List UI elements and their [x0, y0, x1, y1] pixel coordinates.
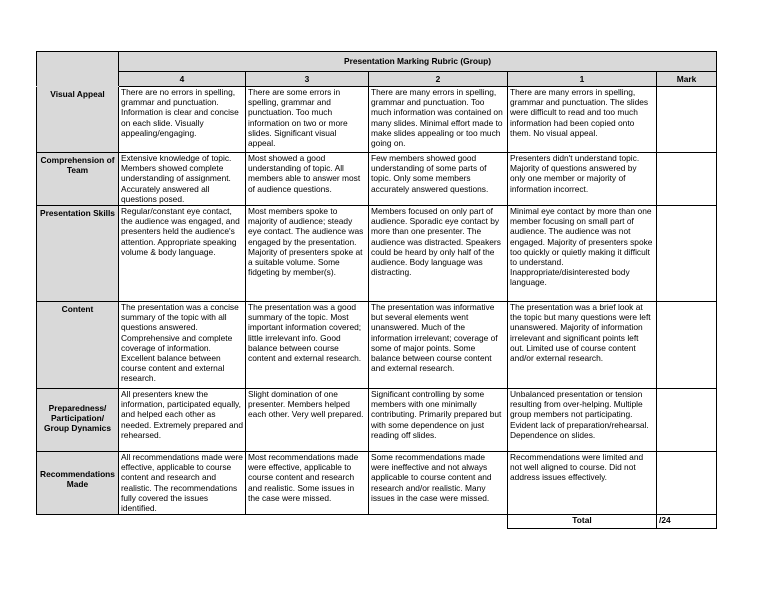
table-cell: Recommendations were limited and not well aligned to course. Did not address issues effectively. — [508, 452, 657, 515]
table-row — [37, 302, 717, 389]
total-label: Total — [508, 515, 657, 529]
table-cell: Most members spoke to majority of audience; steady eye contact. The audience was engaged by the presentation. Majority of presenters spoke at a suitable volume. Some fidgeting by member(s). — [246, 206, 369, 302]
table-cell: The presentation was a concise summary of the topic with all questions answered. Comprehensive and complete coverage of information. Excellent balance between course content and external research. — [119, 302, 246, 389]
table-row — [37, 87, 717, 153]
table-cell: The presentation was informative but several elements went unanswered. Much of the information irrelevant; coverage of some of major points. Some balance between course content and external research. — [369, 302, 508, 389]
criterion-visual-appeal: Visual Appeal — [37, 87, 119, 153]
column-header-4: 4 — [119, 72, 246, 87]
table-cell: Members focused on only part of audience. Sporadic eye contact by more than one presenter. The audience was distracted. Speakers could be heard by only half of the audience. Body language was distracting. — [369, 206, 508, 302]
table-cell: The presentation was a good summary of the topic. Most important information covered; little irrelevant info. Good balance between course content and external research. — [246, 302, 369, 389]
table-row — [37, 206, 717, 302]
table-cell: Most showed a good understanding of topic. All members able to answer most of audience questions. — [246, 153, 369, 206]
table-cell: Some recommendations made were ineffective and not always applicable to course content and research and/or realistic. Many issues in the case were missed. — [369, 452, 508, 515]
criterion-content: Content — [37, 302, 119, 389]
criterion-presentation-skills: Presentation Skills — [37, 206, 119, 302]
table-cell: Presenters didn't understand topic. Majority of questions answered by only one member or majority of information incorrect. — [508, 153, 657, 206]
criterion-preparedness: Preparedness/ Participation/ Group Dynamics — [37, 389, 119, 452]
table-cell: Significant controlling by some members with one minimally contributing. Primarily prepared but with some dependence on just reading off slides. — [369, 389, 508, 452]
table-cell: Most recommendations made were effective, applicable to course content and research and realistic. Some issues in the case were missed. — [246, 452, 369, 515]
rubric-title: Presentation Marking Rubric (Group) — [119, 52, 717, 72]
corner-cell — [37, 52, 119, 87]
table-row — [37, 153, 717, 206]
rubric-table — [36, 51, 717, 529]
table-cell: There are many errors in spelling, grammar and punctuation. The slides were difficult to read and too much information had been copied onto them. No visual appeal. — [508, 87, 657, 153]
table-cell: Few members showed good understanding of some parts of topic. Only some members accurately answered questions. — [369, 153, 508, 206]
column-header-mark: Mark — [657, 72, 717, 87]
table-row — [37, 389, 717, 452]
table-row — [37, 452, 717, 515]
table-cell: There are many errors in spelling, grammar and punctuation. Too much information was contained on many slides. Minimal effort made to make slides appealing or too much going on. — [369, 87, 508, 153]
mark-cell[interactable] — [657, 87, 717, 153]
table-cell: Minimal eye contact by more than one member focusing on small part of audience. The audience was not engaged. Majority of presenters spoke too quickly or quietly making it difficult to understand. Inappropriate/disinterested body language. — [508, 206, 657, 302]
table-cell: There are no errors in spelling, grammar and punctuation. Information is clear and concise on each slide. Visually appealing/engaging. — [119, 87, 246, 153]
mark-cell[interactable] — [657, 153, 717, 206]
table-cell: There are some errors in spelling, grammar and punctuation. Too much information on two or more slides. Significant visual appeal. — [246, 87, 369, 153]
criterion-comprehension: Comprehension of Team — [37, 153, 119, 206]
table-cell: Unbalanced presentation or tension resulting from over-helping. Multiple group members not participating. Evident lack of preparation/rehearsal. Dependence on slides. — [508, 389, 657, 452]
mark-cell[interactable] — [657, 452, 717, 515]
total-value[interactable]: /24 — [657, 515, 717, 529]
table-cell: Regular/constant eye contact, the audience was engaged, and presenters held the audience's attention. Appropriate speaking volume & body language. — [119, 206, 246, 302]
table-cell: All presenters knew the information, participated equally, and helped each other as needed. Extremely prepared and rehearsed. — [119, 389, 246, 452]
mark-cell[interactable] — [657, 206, 717, 302]
total-row — [37, 515, 717, 529]
table-cell: Extensive knowledge of topic. Members showed complete understanding of assignment. Accurately answered all questions posed. — [119, 153, 246, 206]
column-header-1: 1 — [508, 72, 657, 87]
mark-cell[interactable] — [657, 389, 717, 452]
table-cell: All recommendations made were effective, applicable to course content and research and realistic. The recommendations fully covered the issues identified. — [119, 452, 246, 515]
table-cell: The presentation was a brief look at the topic but many questions were left unanswered. Majority of information irrelevant and significant points left out. Limited use of course content and/or external research. — [508, 302, 657, 389]
mark-cell[interactable] — [657, 302, 717, 389]
table-cell: Slight domination of one presenter. Members helped each other. Very well prepared. — [246, 389, 369, 452]
column-header-2: 2 — [369, 72, 508, 87]
column-header-3: 3 — [246, 72, 369, 87]
criterion-recommendations: Recommendations Made — [37, 452, 119, 515]
